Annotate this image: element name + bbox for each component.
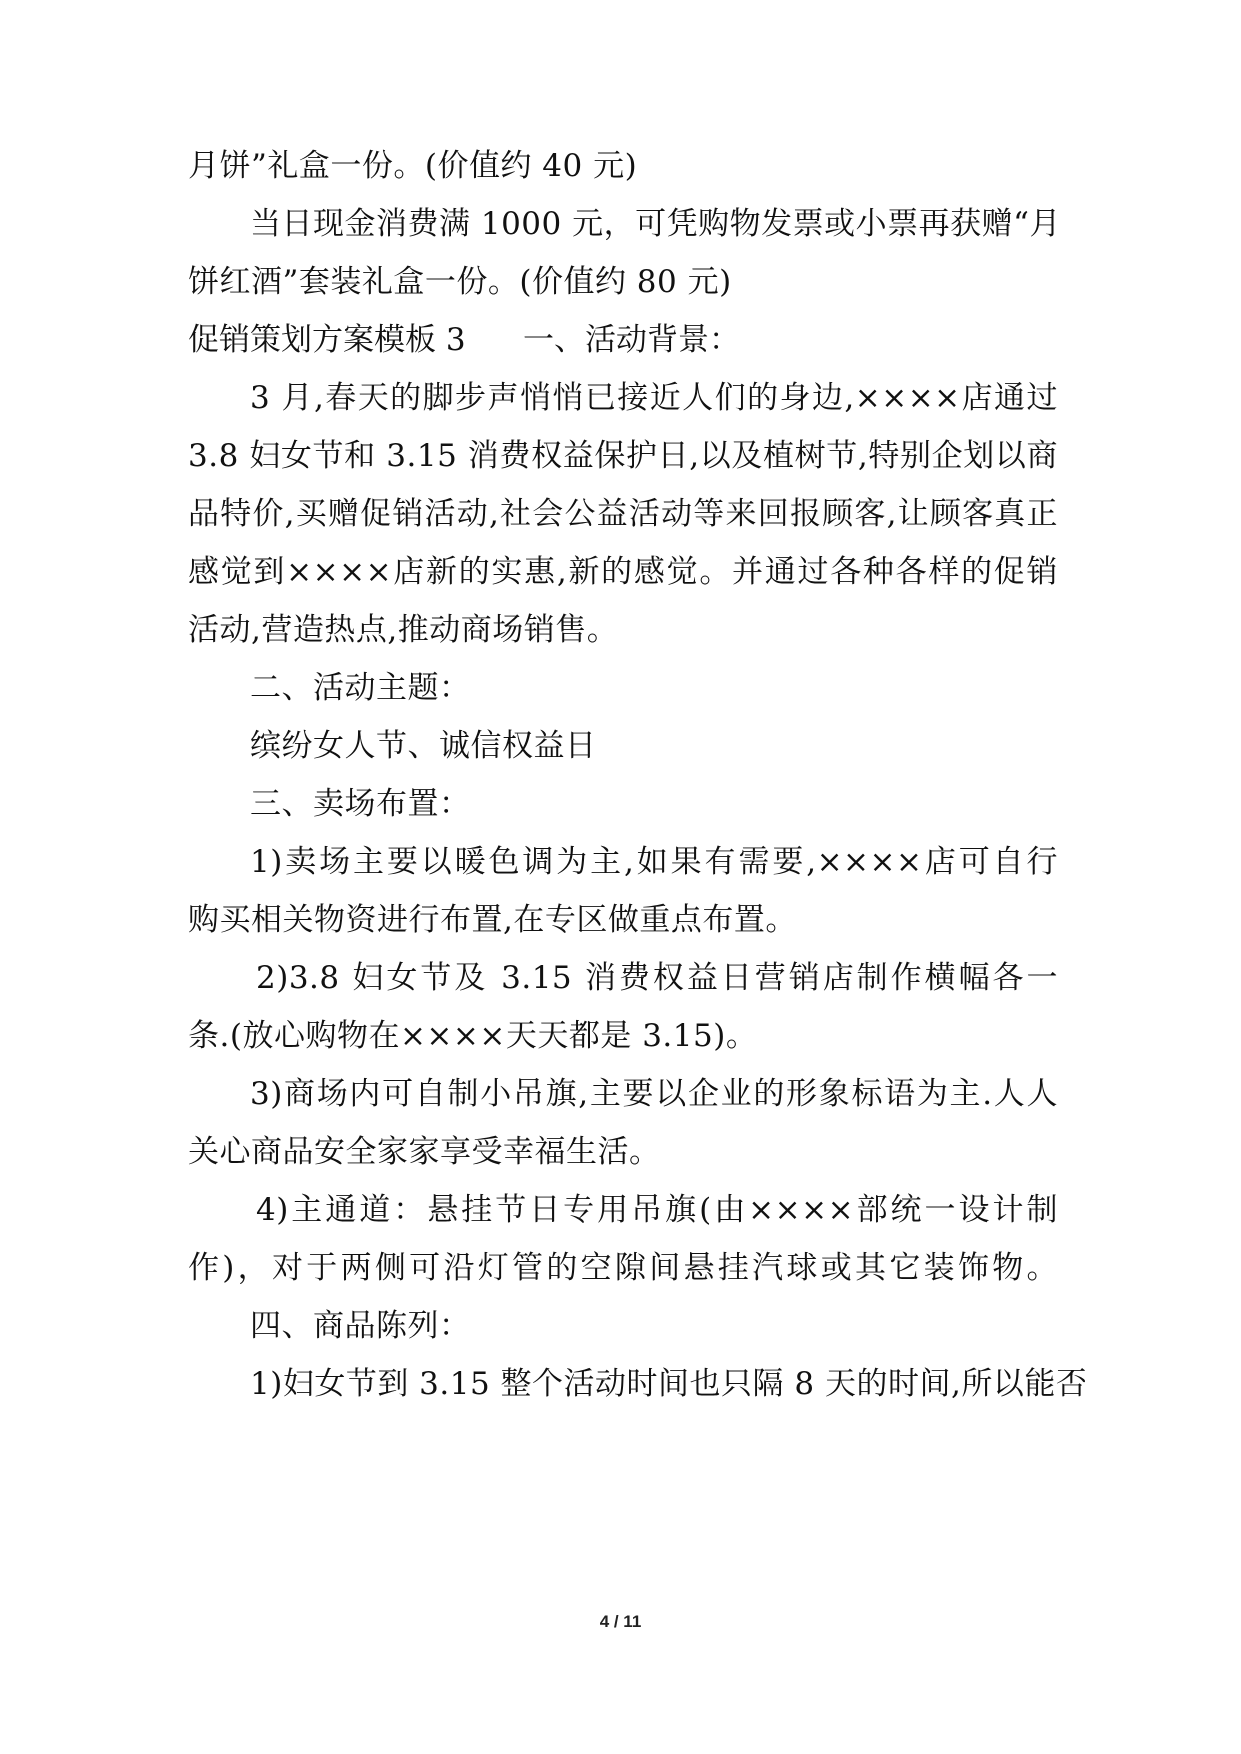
body-line: 品特价,买赠促销活动,社会公益活动等来回报顾客,让顾客真正 xyxy=(188,496,1058,532)
body-line: 作)，对于两侧可沿灯管的空隙间悬挂汽球或其它装饰物。 xyxy=(188,1250,1058,1286)
body-line: 缤纷女人节、诚信权益日 xyxy=(250,728,597,764)
body-line: 关心商品安全家家享受幸福生活。 xyxy=(188,1134,661,1170)
body-line: 购买相关物资进行布置,在专区做重点布置。 xyxy=(188,902,797,938)
section-heading: 二、活动主题： xyxy=(250,670,471,706)
body-line: 3.8 妇女节和 3.15 消费权益保护日,以及植树节,特别企划以商 xyxy=(188,438,1058,474)
body-line: 饼红酒”套装礼盒一份。(价值约 80 元) xyxy=(188,264,732,300)
body-line: 4)主通道：悬挂节日专用吊旗(由××××部统一设计制 xyxy=(256,1192,1058,1228)
body-line: 当日现金消费满 1000 元，可凭购物发票或小票再获赠“月 xyxy=(250,206,1061,242)
section-subtitle: 一、活动背景： xyxy=(523,322,740,358)
body-line: 3)商场内可自制小吊旗,主要以企业的形象标语为主.人人 xyxy=(250,1076,1058,1112)
body-line: 条.(放心购物在××××天天都是 3.15)。 xyxy=(188,1018,758,1054)
section-heading: 三、卖场布置： xyxy=(250,786,471,822)
body-line: 3 月,春天的脚步声悄悄已接近人们的身边,××××店通过 xyxy=(250,380,1058,416)
body-line: 活动,营造热点,推动商场销售。 xyxy=(188,612,619,648)
template-title: 促销策划方案模板 3 xyxy=(188,322,466,358)
body-line: 月饼”礼盒一份。(价值约 40 元) xyxy=(188,148,638,184)
section-heading: 四、商品陈列： xyxy=(250,1308,471,1344)
page-number: 4 / 11 xyxy=(599,1612,642,1631)
body-line: 1)妇女节到 3.15 整个活动时间也只隔 8 天的时间,所以能否 xyxy=(250,1366,1088,1402)
body-line: 2)3.8 妇女节及 3.15 消费权益日营销店制作横幅各一 xyxy=(256,960,1058,996)
body-line: 感觉到××××店新的实惠,新的感觉。并通过各种各样的促销 xyxy=(188,554,1058,590)
body-line: 1)卖场主要以暖色调为主,如果有需要,××××店可自行 xyxy=(250,844,1058,880)
